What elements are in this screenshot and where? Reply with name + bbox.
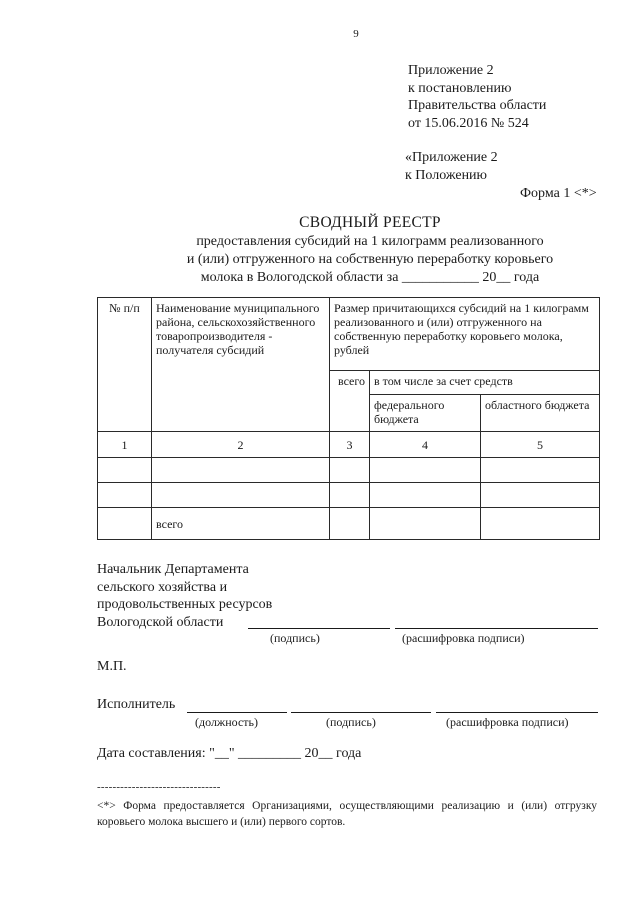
header-subsidy-size: Размер причитающихся субсидий на 1 килограмм реализованного и (или) отгруженного на собственную переработку коровьего молока, рублей [330, 298, 600, 371]
column-number: 4 [370, 432, 481, 458]
title-line: предоставления субсидий на 1 килограмм реализованного [196, 234, 544, 249]
executor-label: Исполнитель [97, 697, 176, 712]
stamp-label: М.П. [97, 659, 127, 674]
signature-block [97, 561, 272, 631]
column-number: 2 [152, 432, 330, 458]
empty-cell [98, 508, 152, 540]
header-total: всего [330, 371, 370, 432]
caption-decode: (расшифровка подписи) [402, 631, 525, 645]
form-label: Форма 1 <*> [520, 186, 597, 201]
appendix-inner-line: к Положению [405, 167, 488, 183]
empty-cell [370, 458, 481, 483]
header-number: № п/п [98, 298, 152, 432]
column-number: 5 [481, 432, 600, 458]
empty-cell [370, 508, 481, 540]
position-underline [187, 712, 287, 713]
signature-line: сельского хозяйства и [97, 579, 228, 595]
decode-underline [395, 628, 598, 629]
title-line: и (или) отгруженного на собственную переработку коровьего [186, 252, 554, 267]
signature-line: Вологодской области [97, 614, 224, 630]
sign-underline [291, 712, 431, 713]
total-label: всего [152, 508, 330, 540]
registry-table [97, 297, 600, 540]
date-line: Дата составления: "__" _________ 20__ года [97, 746, 362, 761]
caption-sign: (подпись) [326, 715, 376, 729]
signature-line: продовольственных ресурсов [97, 597, 273, 612]
appendix-inner-header [405, 149, 498, 184]
document-title-block [0, 214, 640, 287]
empty-cell [330, 483, 370, 508]
appendix-line: к постановлению [408, 80, 512, 96]
appendix-line: Правительства области [408, 98, 547, 113]
empty-cell [98, 458, 152, 483]
empty-cell [481, 458, 600, 483]
empty-cell [370, 483, 481, 508]
signature-line: Начальник Департамента [97, 562, 249, 577]
appendix-inner-line: «Приложение 2 [405, 150, 498, 165]
caption-sign: (подпись) [270, 631, 320, 645]
empty-cell [152, 458, 330, 483]
appendix-header [408, 62, 546, 132]
header-regional: областного бюджета [481, 395, 600, 432]
footnote: <*> Форма предоставляется Организациями, осуществляющими реализацию и (или) отгрузку коровьего молока высшего и (или) первого сортов. [97, 800, 597, 828]
appendix-line: от 15.06.2016 № 524 [408, 115, 529, 131]
column-number: 1 [98, 432, 152, 458]
signature-underline [248, 628, 390, 629]
page-number: 9 [353, 28, 359, 40]
empty-cell [152, 483, 330, 508]
caption-position: (должность) [195, 715, 258, 729]
header-federal: федерального бюджета [370, 395, 481, 432]
table-row [98, 483, 600, 508]
table-row [98, 458, 600, 483]
column-number: 3 [330, 432, 370, 458]
appendix-line: Приложение 2 [408, 63, 494, 78]
caption-decode: (расшифровка подписи) [446, 715, 569, 729]
empty-cell [330, 508, 370, 540]
empty-cell [98, 483, 152, 508]
empty-cell [481, 508, 600, 540]
document-title: СВОДНЫЙ РЕЕСТР [299, 214, 441, 231]
empty-cell [330, 458, 370, 483]
total-row [98, 508, 600, 540]
decode-underline [436, 712, 598, 713]
title-line: молока в Вологодской области за ___________ 20__ года [200, 270, 540, 285]
footnote-rule: -------------------------------- [97, 781, 221, 793]
header-including: в том числе за счет средств [370, 371, 600, 395]
header-name: Наименование муниципального района, сельскохозяйственного товаропроизводителя - получателя субсидий [152, 298, 330, 432]
empty-cell [481, 483, 600, 508]
